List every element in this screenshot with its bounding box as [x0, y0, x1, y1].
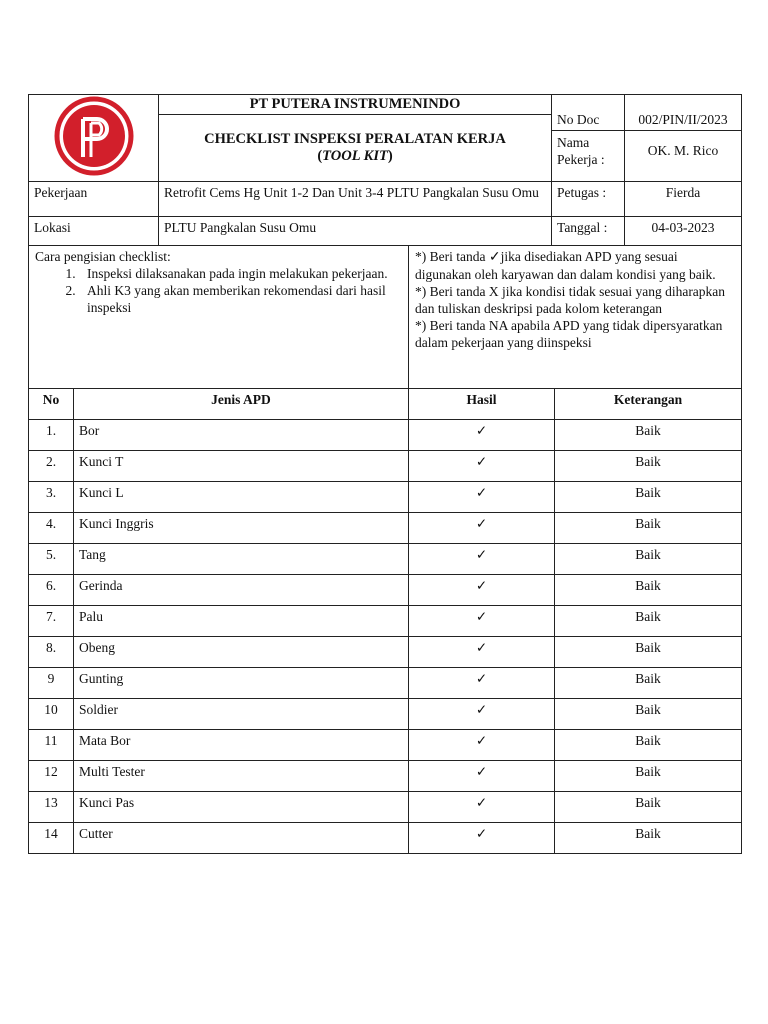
- row-no: 14: [29, 823, 74, 854]
- row-hasil-check-icon: ✓: [409, 575, 555, 606]
- logo-cell: [29, 95, 159, 182]
- note-check: *) Beri tanda ✓jika disediakan APD yang sesuai digunakan oleh karyawan dan dalam kondisi yang baik.: [415, 249, 716, 282]
- row-jenis: Kunci Inggris: [74, 513, 409, 544]
- row-no: 12: [29, 761, 74, 792]
- nama-label-line2: Pekerja :: [557, 152, 605, 167]
- lokasi-label: Lokasi: [29, 217, 159, 246]
- row-keterangan: Baik: [555, 420, 742, 451]
- row-keterangan: Baik: [555, 699, 742, 730]
- row-no: 3.: [29, 482, 74, 513]
- table-row: [29, 451, 742, 482]
- form-subtitle: (TOOL KIT): [317, 148, 393, 164]
- row-keterangan: Baik: [555, 730, 742, 761]
- table-row: [29, 761, 742, 792]
- row-keterangan: Baik: [555, 482, 742, 513]
- note-x: *) Beri tanda X jika kondisi tidak sesuai yang diharapkan dan tuliskan deskripsi pada kolom keterangan: [415, 284, 726, 316]
- row-jenis: Palu: [74, 606, 409, 637]
- row-keterangan: Baik: [555, 792, 742, 823]
- row-no: 4.: [29, 513, 74, 544]
- nama-label: [552, 130, 624, 168]
- row-hasil-check-icon: ✓: [409, 792, 555, 823]
- row-jenis: Kunci L: [74, 482, 409, 513]
- no-doc-value: 002/PIN/II/2023: [638, 112, 728, 127]
- row-jenis: Gunting: [74, 668, 409, 699]
- form-title-cell: [159, 115, 552, 182]
- row-no: 1.: [29, 420, 74, 451]
- row-keterangan: Baik: [555, 823, 742, 854]
- instructions-table: [28, 245, 742, 389]
- header-table: [28, 94, 742, 246]
- form-title: CHECKLIST INSPEKSI PERALATAN KERJA: [204, 131, 506, 147]
- pi-logo-icon: [53, 95, 135, 177]
- row-jenis: Multi Tester: [74, 761, 409, 792]
- table-row: [29, 699, 742, 730]
- apd-rows: [29, 420, 742, 854]
- row-jenis: Kunci Pas: [74, 792, 409, 823]
- instructions-right: [409, 246, 742, 389]
- table-row: [29, 544, 742, 575]
- row-hasil-check-icon: ✓: [409, 420, 555, 451]
- nama-label-line1: Nama: [557, 135, 590, 150]
- table-row: [29, 792, 742, 823]
- row-jenis: Bor: [74, 420, 409, 451]
- instructions-heading: Cara pengisian checklist:: [35, 249, 171, 264]
- row-hasil-check-icon: ✓: [409, 823, 555, 854]
- table-row: [29, 637, 742, 668]
- no-doc-value-cell: [625, 95, 742, 182]
- row-hasil-check-icon: ✓: [409, 482, 555, 513]
- row-jenis: Soldier: [74, 699, 409, 730]
- tool-kit-text: TOOL KIT: [322, 148, 388, 164]
- petugas-value: Fierda: [625, 182, 742, 217]
- col-no-header: No: [29, 389, 74, 420]
- instructions-left: [29, 246, 409, 389]
- petugas-label: Petugas :: [552, 182, 625, 217]
- row-no: 6.: [29, 575, 74, 606]
- table-row: [29, 575, 742, 606]
- row-no: 9: [29, 668, 74, 699]
- row-keterangan: Baik: [555, 668, 742, 699]
- instruction-item: 2. Ahli K3 yang akan memberikan rekomendasi dari hasil inspeksi: [79, 282, 402, 316]
- table-row: [29, 513, 742, 544]
- apd-table: [28, 388, 742, 854]
- row-jenis: Kunci T: [74, 451, 409, 482]
- table-row: [29, 823, 742, 854]
- no-doc-label: No Doc: [557, 112, 600, 127]
- row-hasil-check-icon: ✓: [409, 637, 555, 668]
- checklist-document: [28, 94, 741, 854]
- row-hasil-check-icon: ✓: [409, 544, 555, 575]
- row-jenis: Mata Bor: [74, 730, 409, 761]
- col-hasil-header: Hasil: [409, 389, 555, 420]
- row-keterangan: Baik: [555, 606, 742, 637]
- row-no: 8.: [29, 637, 74, 668]
- row-keterangan: Baik: [555, 761, 742, 792]
- instruction-item: 1. Inspeksi dilaksanakan pada ingin melakukan pekerjaan.: [79, 265, 402, 282]
- pekerjaan-value: Retrofit Cems Hg Unit 1-2 Dan Unit 3-4 PLTU Pangkalan Susu Omu: [159, 182, 552, 217]
- row-keterangan: Baik: [555, 513, 742, 544]
- row-hasil-check-icon: ✓: [409, 668, 555, 699]
- no-doc-cell: [552, 95, 625, 182]
- row-no: 13: [29, 792, 74, 823]
- company-name: PT PUTERA INSTRUMENINDO: [159, 95, 552, 115]
- row-hasil-check-icon: ✓: [409, 730, 555, 761]
- table-row: [29, 730, 742, 761]
- note-na: *) Beri tanda NA apabila APD yang tidak dipersyaratkan dalam pekerjaan yang diinspeksi: [415, 318, 723, 350]
- table-row: [29, 606, 742, 637]
- row-no: 11: [29, 730, 74, 761]
- row-no: 5.: [29, 544, 74, 575]
- table-row: [29, 420, 742, 451]
- table-row: [29, 668, 742, 699]
- row-jenis: Gerinda: [74, 575, 409, 606]
- row-keterangan: Baik: [555, 575, 742, 606]
- row-hasil-check-icon: ✓: [409, 451, 555, 482]
- row-hasil-check-icon: ✓: [409, 606, 555, 637]
- row-jenis: Cutter: [74, 823, 409, 854]
- table-row: [29, 482, 742, 513]
- check-icon: ✓: [488, 250, 501, 265]
- row-no: 10: [29, 699, 74, 730]
- row-keterangan: Baik: [555, 637, 742, 668]
- row-hasil-check-icon: ✓: [409, 513, 555, 544]
- lokasi-value: PLTU Pangkalan Susu Omu: [159, 217, 552, 246]
- tanggal-value: 04-03-2023: [625, 217, 742, 246]
- row-no: 7.: [29, 606, 74, 637]
- row-no: 2.: [29, 451, 74, 482]
- row-jenis: Obeng: [74, 637, 409, 668]
- row-hasil-check-icon: ✓: [409, 761, 555, 792]
- tanggal-label: Tanggal :: [552, 217, 625, 246]
- instructions-list: [35, 265, 402, 316]
- nama-value: OK. M. Rico: [625, 130, 741, 172]
- row-jenis: Tang: [74, 544, 409, 575]
- col-jenis-header: Jenis APD: [74, 389, 409, 420]
- row-keterangan: Baik: [555, 451, 742, 482]
- col-keterangan-header: Keterangan: [555, 389, 742, 420]
- row-hasil-check-icon: ✓: [409, 699, 555, 730]
- pekerjaan-label: Pekerjaan: [29, 182, 159, 217]
- row-keterangan: Baik: [555, 544, 742, 575]
